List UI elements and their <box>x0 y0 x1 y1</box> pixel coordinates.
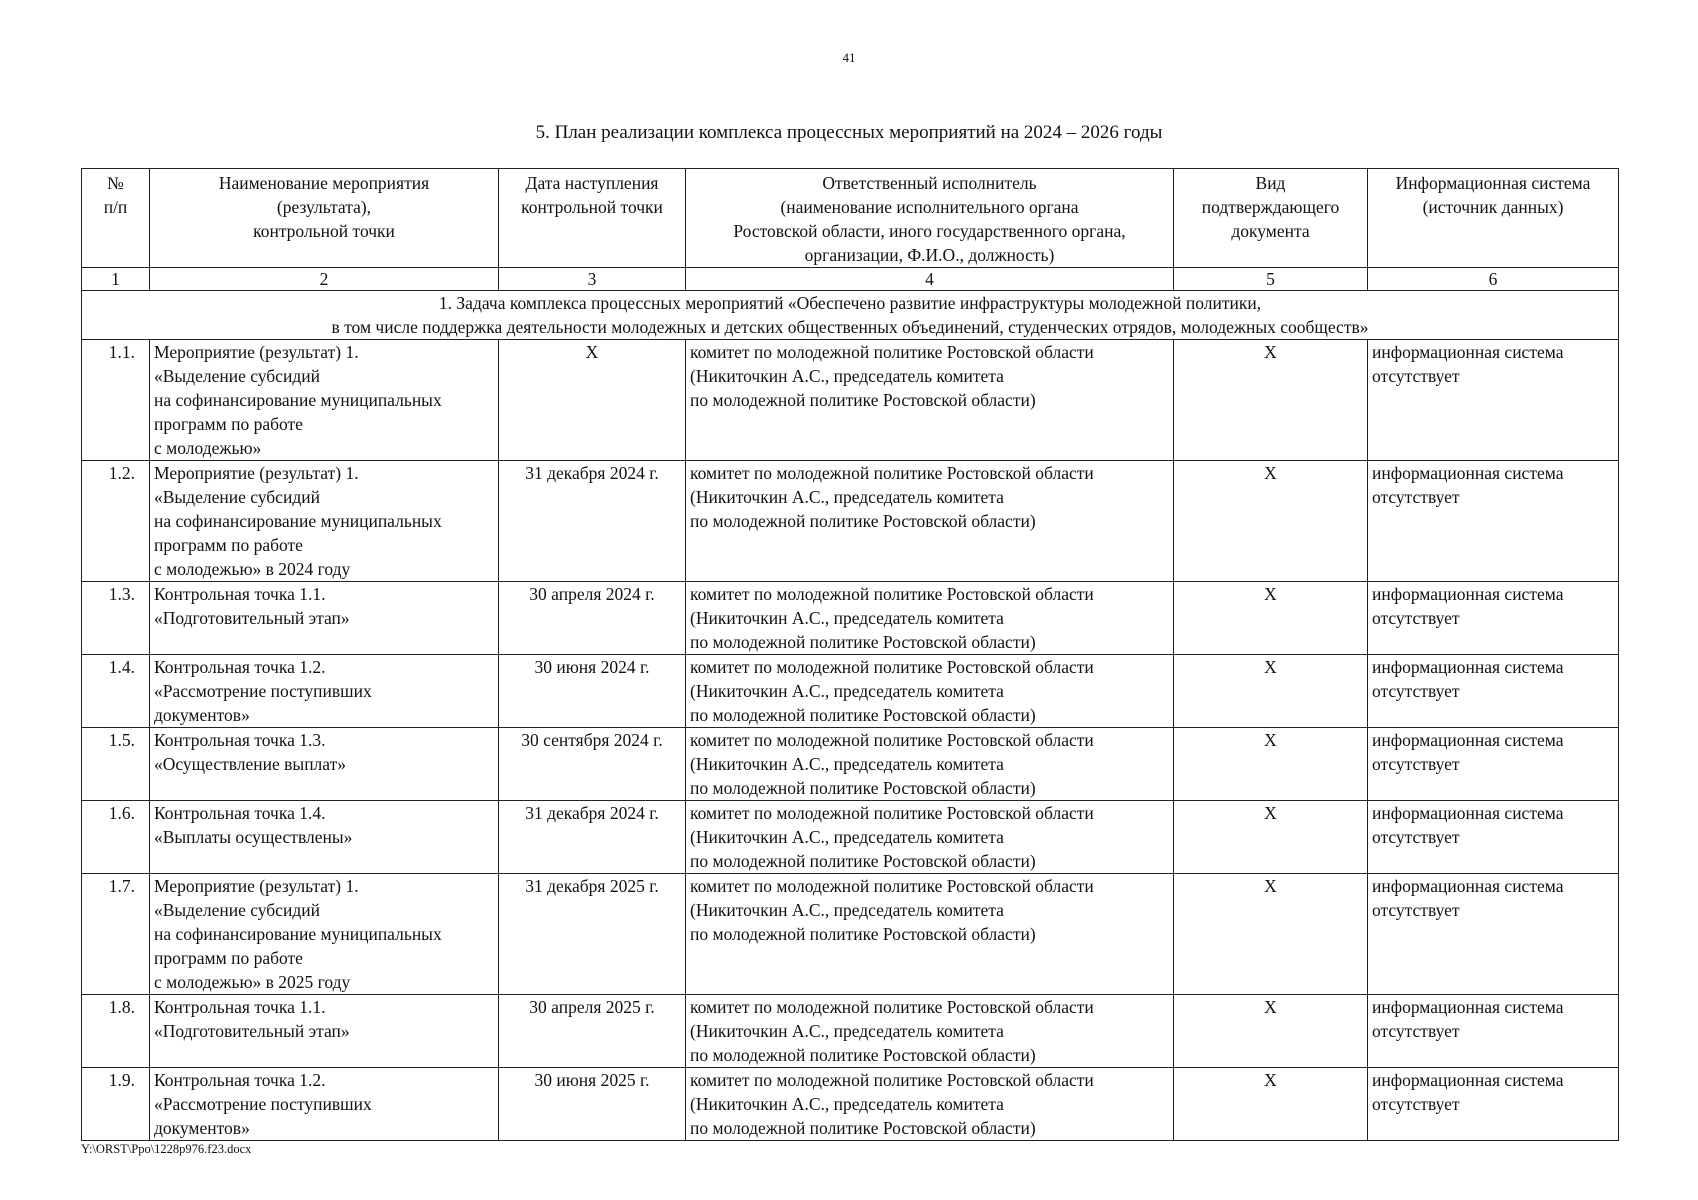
executor: комитет по молодежной политике Ростовской области (Никиточкин А.С., председатель комитета по молодежной политике Ростовской области) <box>686 340 1174 461</box>
column-number: 2 <box>150 268 499 291</box>
executor: комитет по молодежной политике Ростовской области (Никиточкин А.С., председатель комитета по молодежной политике Ростовской области) <box>686 995 1174 1068</box>
control-date: 31 декабря 2024 г. <box>499 801 686 874</box>
info-system: информационная система отсутствует <box>1368 655 1619 728</box>
table-row <box>82 728 1619 801</box>
info-system: информационная система отсутствует <box>1368 801 1619 874</box>
column-number: 4 <box>686 268 1174 291</box>
executor: комитет по молодежной политике Ростовской области (Никиточкин А.С., председатель комитета по молодежной политике Ростовской области) <box>686 461 1174 582</box>
plan-table <box>81 168 1619 1141</box>
table-row <box>82 874 1619 995</box>
table-row <box>82 1068 1619 1141</box>
control-date: Х <box>499 340 686 461</box>
control-date: 31 декабря 2025 г. <box>499 874 686 995</box>
section-title: 1. Задача комплекса процессных мероприятий «Обеспечено развитие инфраструктуры молодежной политики, в том числе поддержка деятельности молодежных и детских общественных объединений, студенческих отрядов, молодежных сообществ» <box>82 291 1619 340</box>
control-date: 30 сентября 2024 г. <box>499 728 686 801</box>
document-type: Х <box>1174 728 1368 801</box>
document-type: Х <box>1174 1068 1368 1141</box>
info-system: информационная система отсутствует <box>1368 874 1619 995</box>
info-system: информационная система отсутствует <box>1368 340 1619 461</box>
event-name: Контрольная точка 1.1. «Подготовительный этап» <box>150 582 499 655</box>
control-date: 31 декабря 2024 г. <box>499 461 686 582</box>
control-date: 30 апреля 2024 г. <box>499 582 686 655</box>
row-number: 1.5. <box>82 728 150 801</box>
header-document-type: Вид подтверждающего документа <box>1174 169 1368 268</box>
header-row <box>82 169 1619 268</box>
row-number: 1.9. <box>82 1068 150 1141</box>
event-name: Мероприятие (результат) 1. «Выделение субсидий на софинансирование муниципальных программ по работе с молодежью» <box>150 340 499 461</box>
row-number: 1.4. <box>82 655 150 728</box>
table-row <box>82 461 1619 582</box>
document-type: Х <box>1174 582 1368 655</box>
row-number: 1.2. <box>82 461 150 582</box>
header-event-name: Наименование мероприятия (результата), контрольной точки <box>150 169 499 268</box>
event-name: Контрольная точка 1.2. «Рассмотрение поступивших документов» <box>150 1068 499 1141</box>
page-number: 41 <box>842 50 856 65</box>
table-row <box>82 655 1619 728</box>
document-type: Х <box>1174 874 1368 995</box>
control-date: 30 июня 2024 г. <box>499 655 686 728</box>
column-number: 5 <box>1174 268 1368 291</box>
info-system: информационная система отсутствует <box>1368 461 1619 582</box>
executor: комитет по молодежной политике Ростовской области (Никиточкин А.С., председатель комитета по молодежной политике Ростовской области) <box>686 728 1174 801</box>
executor: комитет по молодежной политике Ростовской области (Никиточкин А.С., председатель комитета по молодежной политике Ростовской области) <box>686 655 1174 728</box>
header-info-system: Информационная система (источник данных) <box>1368 169 1619 268</box>
column-number: 6 <box>1368 268 1619 291</box>
header-number: № п/п <box>82 169 150 268</box>
document-type: Х <box>1174 655 1368 728</box>
info-system: информационная система отсутствует <box>1368 995 1619 1068</box>
row-number: 1.7. <box>82 874 150 995</box>
event-name: Контрольная точка 1.1. «Подготовительный этап» <box>150 995 499 1068</box>
document-title: 5. План реализации комплекса процессных мероприятий на 2024 – 2026 годы <box>535 122 1163 143</box>
executor: комитет по молодежной политике Ростовской области (Никиточкин А.С., председатель комитета по молодежной политике Ростовской области) <box>686 582 1174 655</box>
table-row <box>82 582 1619 655</box>
header-executor: Ответственный исполнитель (наименование исполнительного органа Ростовской области, иного государственного органа, организации, Ф.И.О., должность) <box>686 169 1174 268</box>
executor: комитет по молодежной политике Ростовской области (Никиточкин А.С., председатель комитета по молодежной политике Ростовской области) <box>686 874 1174 995</box>
event-name: Контрольная точка 1.4. «Выплаты осуществлены» <box>150 801 499 874</box>
event-name: Мероприятие (результат) 1. «Выделение субсидий на софинансирование муниципальных программ по работе с молодежью» в 2024 году <box>150 461 499 582</box>
row-number: 1.6. <box>82 801 150 874</box>
document-type: Х <box>1174 801 1368 874</box>
event-name: Контрольная точка 1.3. «Осуществление выплат» <box>150 728 499 801</box>
column-number: 1 <box>82 268 150 291</box>
file-path-footer: Y:\ORST\Ppo\1228p976.f23.docx <box>81 1142 252 1156</box>
table-row <box>82 340 1619 461</box>
table-row <box>82 995 1619 1068</box>
control-date: 30 апреля 2025 г. <box>499 995 686 1068</box>
header-control-date: Дата наступления контрольной точки <box>499 169 686 268</box>
row-number: 1.1. <box>82 340 150 461</box>
row-number: 1.3. <box>82 582 150 655</box>
control-date: 30 июня 2025 г. <box>499 1068 686 1141</box>
column-numbers-row <box>82 268 1619 291</box>
document-type: Х <box>1174 340 1368 461</box>
column-number: 3 <box>499 268 686 291</box>
executor: комитет по молодежной политике Ростовской области (Никиточкин А.С., председатель комитета по молодежной политике Ростовской области) <box>686 1068 1174 1141</box>
event-name: Контрольная точка 1.2. «Рассмотрение поступивших документов» <box>150 655 499 728</box>
executor: комитет по молодежной политике Ростовской области (Никиточкин А.С., председатель комитета по молодежной политике Ростовской области) <box>686 801 1174 874</box>
info-system: информационная система отсутствует <box>1368 728 1619 801</box>
document-type: Х <box>1174 461 1368 582</box>
event-name: Мероприятие (результат) 1. «Выделение субсидий на софинансирование муниципальных программ по работе с молодежью» в 2025 году <box>150 874 499 995</box>
section-row <box>82 291 1619 340</box>
document-type: Х <box>1174 995 1368 1068</box>
row-number: 1.8. <box>82 995 150 1068</box>
info-system: информационная система отсутствует <box>1368 582 1619 655</box>
info-system: информационная система отсутствует <box>1368 1068 1619 1141</box>
table-row <box>82 801 1619 874</box>
